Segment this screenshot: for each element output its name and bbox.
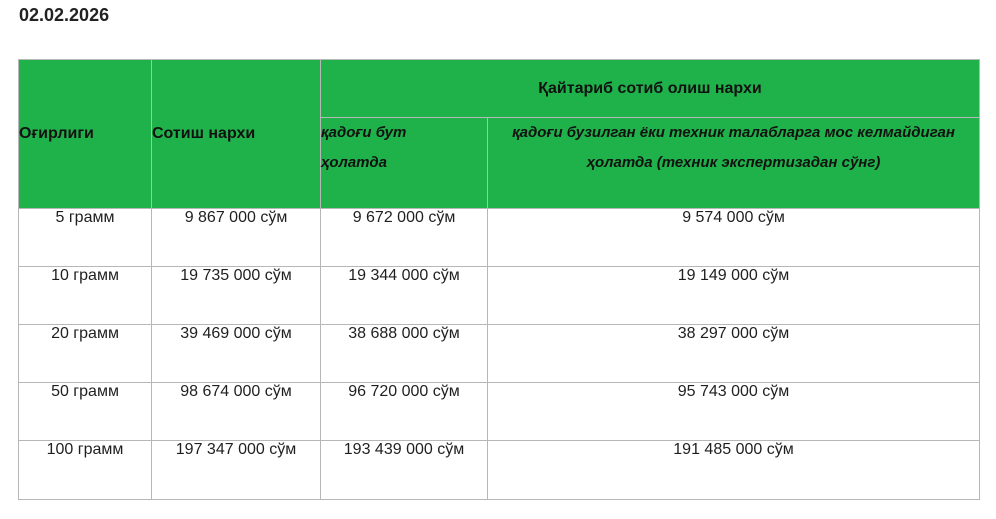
header-damaged-line2: ҳолатда (техник экспертизадан сўнг)	[586, 154, 881, 171]
cell-damaged-price: 191 485 000 сўм	[488, 441, 980, 500]
header-damaged-line1: қадоғи бузилган ёки техник талабларга мос келмайдиган	[512, 124, 955, 141]
cell-sell-price: 98 674 000 сўм	[152, 383, 321, 441]
header-intact-package	[321, 118, 488, 209]
header-weight: Оғирлиги	[19, 60, 152, 209]
table-row	[19, 325, 980, 383]
cell-damaged-price: 9 574 000 сўм	[488, 209, 980, 267]
header-intact-line1: қадоғи бут	[321, 124, 407, 141]
cell-weight: 10 грамм	[19, 267, 152, 325]
header-damaged-package	[488, 118, 980, 209]
cell-damaged-price: 19 149 000 сўм	[488, 267, 980, 325]
cell-intact-price: 193 439 000 сўм	[321, 441, 488, 500]
table-row	[19, 383, 980, 441]
cell-intact-price: 38 688 000 сўм	[321, 325, 488, 383]
header-sell-price: Сотиш нархи	[152, 60, 321, 209]
cell-weight: 100 грамм	[19, 441, 152, 500]
table-row	[19, 209, 980, 267]
cell-weight: 5 грамм	[19, 209, 152, 267]
cell-sell-price: 9 867 000 сўм	[152, 209, 321, 267]
cell-sell-price: 19 735 000 сўм	[152, 267, 321, 325]
table-row	[19, 267, 980, 325]
cell-intact-price: 9 672 000 сўм	[321, 209, 488, 267]
cell-intact-price: 96 720 000 сўм	[321, 383, 488, 441]
cell-intact-price: 19 344 000 сўм	[321, 267, 488, 325]
cell-weight: 20 грамм	[19, 325, 152, 383]
cell-damaged-price: 38 297 000 сўм	[488, 325, 980, 383]
gold-price-table	[18, 59, 980, 500]
cell-sell-price: 197 347 000 сўм	[152, 441, 321, 500]
table-row	[19, 441, 980, 500]
header-buyback-price: Қайтариб сотиб олиш нархи	[321, 60, 980, 118]
price-date: 02.02.2026	[19, 5, 110, 25]
cell-weight: 50 грамм	[19, 383, 152, 441]
cell-damaged-price: 95 743 000 сўм	[488, 383, 980, 441]
header-intact-line2: ҳолатда	[321, 154, 387, 171]
cell-sell-price: 39 469 000 сўм	[152, 325, 321, 383]
